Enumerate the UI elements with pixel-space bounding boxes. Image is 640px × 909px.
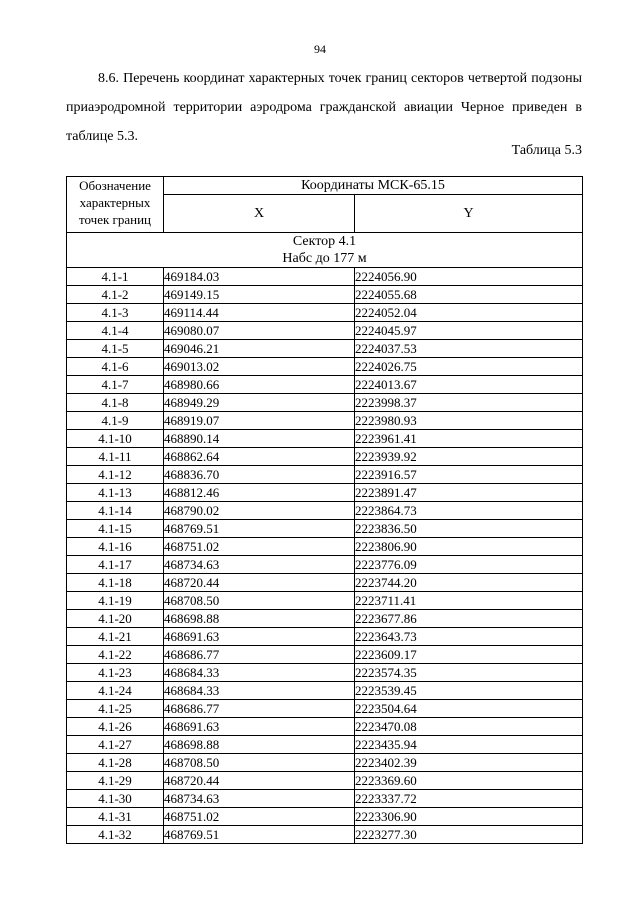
y-coordinate-cell: 2223711.41 — [355, 592, 583, 610]
x-coordinate-cell: 468836.70 — [164, 466, 355, 484]
point-id-cell: 4.1-30 — [67, 790, 164, 808]
x-coordinate-cell: 468919.07 — [164, 412, 355, 430]
point-id-cell: 4.1-7 — [67, 376, 164, 394]
point-id-cell: 4.1-10 — [67, 430, 164, 448]
y-coordinate-cell: 2223980.93 — [355, 412, 583, 430]
x-coordinate-cell: 469114.44 — [164, 304, 355, 322]
y-coordinate-cell: 2224026.75 — [355, 358, 583, 376]
y-coordinate-cell: 2223369.60 — [355, 772, 583, 790]
x-coordinate-cell: 468686.77 — [164, 700, 355, 718]
y-coordinate-cell: 2223998.37 — [355, 394, 583, 412]
table-row — [67, 412, 583, 430]
y-coordinate-cell: 2223961.41 — [355, 430, 583, 448]
point-id-cell: 4.1-2 — [67, 286, 164, 304]
point-id-cell: 4.1-9 — [67, 412, 164, 430]
y-coordinate-cell: 2223744.20 — [355, 574, 583, 592]
x-coordinate-cell: 468734.63 — [164, 790, 355, 808]
intro-paragraph — [66, 64, 582, 151]
point-id-cell: 4.1-31 — [67, 808, 164, 826]
y-coordinate-cell: 2224055.68 — [355, 286, 583, 304]
x-coordinate-cell: 468720.44 — [164, 772, 355, 790]
x-coordinate-cell: 468708.50 — [164, 754, 355, 772]
table-row — [67, 268, 583, 286]
table-row — [67, 484, 583, 502]
point-id-cell: 4.1-8 — [67, 394, 164, 412]
x-coordinate-cell: 468949.29 — [164, 394, 355, 412]
x-coordinate-cell: 468734.63 — [164, 556, 355, 574]
table-row — [67, 466, 583, 484]
y-coordinate-cell: 2223402.39 — [355, 754, 583, 772]
x-coordinate-cell: 468890.14 — [164, 430, 355, 448]
x-coordinate-cell: 468980.66 — [164, 376, 355, 394]
table-row — [67, 430, 583, 448]
x-coordinate-cell: 468862.64 — [164, 448, 355, 466]
point-id-cell: 4.1-6 — [67, 358, 164, 376]
table-row — [67, 304, 583, 322]
y-coordinate-cell: 2223916.57 — [355, 466, 583, 484]
point-id-cell: 4.1-26 — [67, 718, 164, 736]
sector-subtitle: Набс до 177 м — [282, 251, 367, 266]
table-row — [67, 322, 583, 340]
table-row — [67, 664, 583, 682]
table-row — [67, 700, 583, 718]
point-id-cell: 4.1-19 — [67, 592, 164, 610]
table-row — [67, 808, 583, 826]
y-coordinate-cell: 2224056.90 — [355, 268, 583, 286]
y-coordinate-cell: 2224052.04 — [355, 304, 583, 322]
point-id-cell: 4.1-5 — [67, 340, 164, 358]
point-id-cell: 4.1-11 — [67, 448, 164, 466]
y-coordinate-cell: 2224045.97 — [355, 322, 583, 340]
header-y: Y — [355, 195, 583, 233]
table-row — [67, 628, 583, 646]
x-coordinate-cell: 468769.51 — [164, 826, 355, 844]
y-coordinate-cell: 2223539.45 — [355, 682, 583, 700]
table-row — [67, 718, 583, 736]
y-coordinate-cell: 2223891.47 — [355, 484, 583, 502]
y-coordinate-cell: 2223277.30 — [355, 826, 583, 844]
table-row — [67, 448, 583, 466]
table-row — [67, 394, 583, 412]
table-row — [67, 736, 583, 754]
sector-header — [67, 233, 583, 268]
sector-title: Сектор 4.1 — [292, 234, 357, 249]
table-row — [67, 502, 583, 520]
table-row — [67, 286, 583, 304]
y-coordinate-cell: 2223337.72 — [355, 790, 583, 808]
table-row — [67, 790, 583, 808]
intro-paragraph-text: 8.6. Перечень координат характерных точек границ секторов четвертой подзоны приаэродромной территории аэродрома гражданской авиации Черное приведен в таблице 5.3. — [66, 71, 582, 144]
table-row — [67, 610, 583, 628]
x-coordinate-cell: 468686.77 — [164, 646, 355, 664]
y-coordinate-cell: 2224013.67 — [355, 376, 583, 394]
table-row — [67, 772, 583, 790]
y-coordinate-cell: 2223806.90 — [355, 538, 583, 556]
point-id-cell: 4.1-17 — [67, 556, 164, 574]
y-coordinate-cell: 2223677.86 — [355, 610, 583, 628]
y-coordinate-cell: 2223609.17 — [355, 646, 583, 664]
x-coordinate-cell: 468684.33 — [164, 682, 355, 700]
table-row — [67, 646, 583, 664]
x-coordinate-cell: 468790.02 — [164, 502, 355, 520]
y-coordinate-cell: 2223435.94 — [355, 736, 583, 754]
table-row — [67, 592, 583, 610]
page-number: 94 — [314, 42, 326, 56]
x-coordinate-cell: 468691.63 — [164, 628, 355, 646]
header-x: X — [164, 195, 355, 233]
table-row — [67, 340, 583, 358]
y-coordinate-cell: 2223776.09 — [355, 556, 583, 574]
point-id-cell: 4.1-16 — [67, 538, 164, 556]
point-id-cell: 4.1-21 — [67, 628, 164, 646]
x-coordinate-cell: 468812.46 — [164, 484, 355, 502]
table-row — [67, 538, 583, 556]
y-coordinate-cell: 2223306.90 — [355, 808, 583, 826]
point-id-cell: 4.1-23 — [67, 664, 164, 682]
x-coordinate-cell: 468720.44 — [164, 574, 355, 592]
table-row — [67, 826, 583, 844]
header-point-designation: Обозначение характерных точек границ — [67, 177, 164, 233]
point-id-cell: 4.1-27 — [67, 736, 164, 754]
y-coordinate-cell: 2223864.73 — [355, 502, 583, 520]
x-coordinate-cell: 468769.51 — [164, 520, 355, 538]
point-id-cell: 4.1-1 — [67, 268, 164, 286]
table-row — [67, 520, 583, 538]
x-coordinate-cell: 469184.03 — [164, 268, 355, 286]
table-row — [67, 682, 583, 700]
table-row — [67, 556, 583, 574]
point-id-cell: 4.1-29 — [67, 772, 164, 790]
table-row — [67, 754, 583, 772]
x-coordinate-cell: 468698.88 — [164, 610, 355, 628]
y-coordinate-cell: 2224037.53 — [355, 340, 583, 358]
point-id-cell: 4.1-28 — [67, 754, 164, 772]
point-id-cell: 4.1-25 — [67, 700, 164, 718]
point-id-cell: 4.1-22 — [67, 646, 164, 664]
point-id-cell: 4.1-13 — [67, 484, 164, 502]
point-id-cell: 4.1-4 — [67, 322, 164, 340]
table-row — [67, 376, 583, 394]
x-coordinate-cell: 468698.88 — [164, 736, 355, 754]
x-coordinate-cell: 469149.15 — [164, 286, 355, 304]
y-coordinate-cell: 2223574.35 — [355, 664, 583, 682]
x-coordinate-cell: 468751.02 — [164, 538, 355, 556]
table-row — [67, 574, 583, 592]
point-id-cell: 4.1-3 — [67, 304, 164, 322]
x-coordinate-cell: 469013.02 — [164, 358, 355, 376]
y-coordinate-cell: 2223836.50 — [355, 520, 583, 538]
coordinates-table — [66, 176, 583, 844]
point-id-cell: 4.1-14 — [67, 502, 164, 520]
point-id-cell: 4.1-20 — [67, 610, 164, 628]
x-coordinate-cell: 468751.02 — [164, 808, 355, 826]
table-caption: Таблица 5.3 — [511, 143, 582, 158]
point-id-cell: 4.1-18 — [67, 574, 164, 592]
y-coordinate-cell: 2223643.73 — [355, 628, 583, 646]
x-coordinate-cell: 469046.21 — [164, 340, 355, 358]
x-coordinate-cell: 468708.50 — [164, 592, 355, 610]
x-coordinate-cell: 468684.33 — [164, 664, 355, 682]
y-coordinate-cell: 2223504.64 — [355, 700, 583, 718]
point-id-cell: 4.1-32 — [67, 826, 164, 844]
y-coordinate-cell: 2223470.08 — [355, 718, 583, 736]
point-id-cell: 4.1-24 — [67, 682, 164, 700]
point-id-cell: 4.1-15 — [67, 520, 164, 538]
x-coordinate-cell: 468691.63 — [164, 718, 355, 736]
point-id-cell: 4.1-12 — [67, 466, 164, 484]
y-coordinate-cell: 2223939.92 — [355, 448, 583, 466]
table-row — [67, 358, 583, 376]
header-coordinates: Координаты МСК-65.15 — [164, 177, 583, 195]
x-coordinate-cell: 469080.07 — [164, 322, 355, 340]
